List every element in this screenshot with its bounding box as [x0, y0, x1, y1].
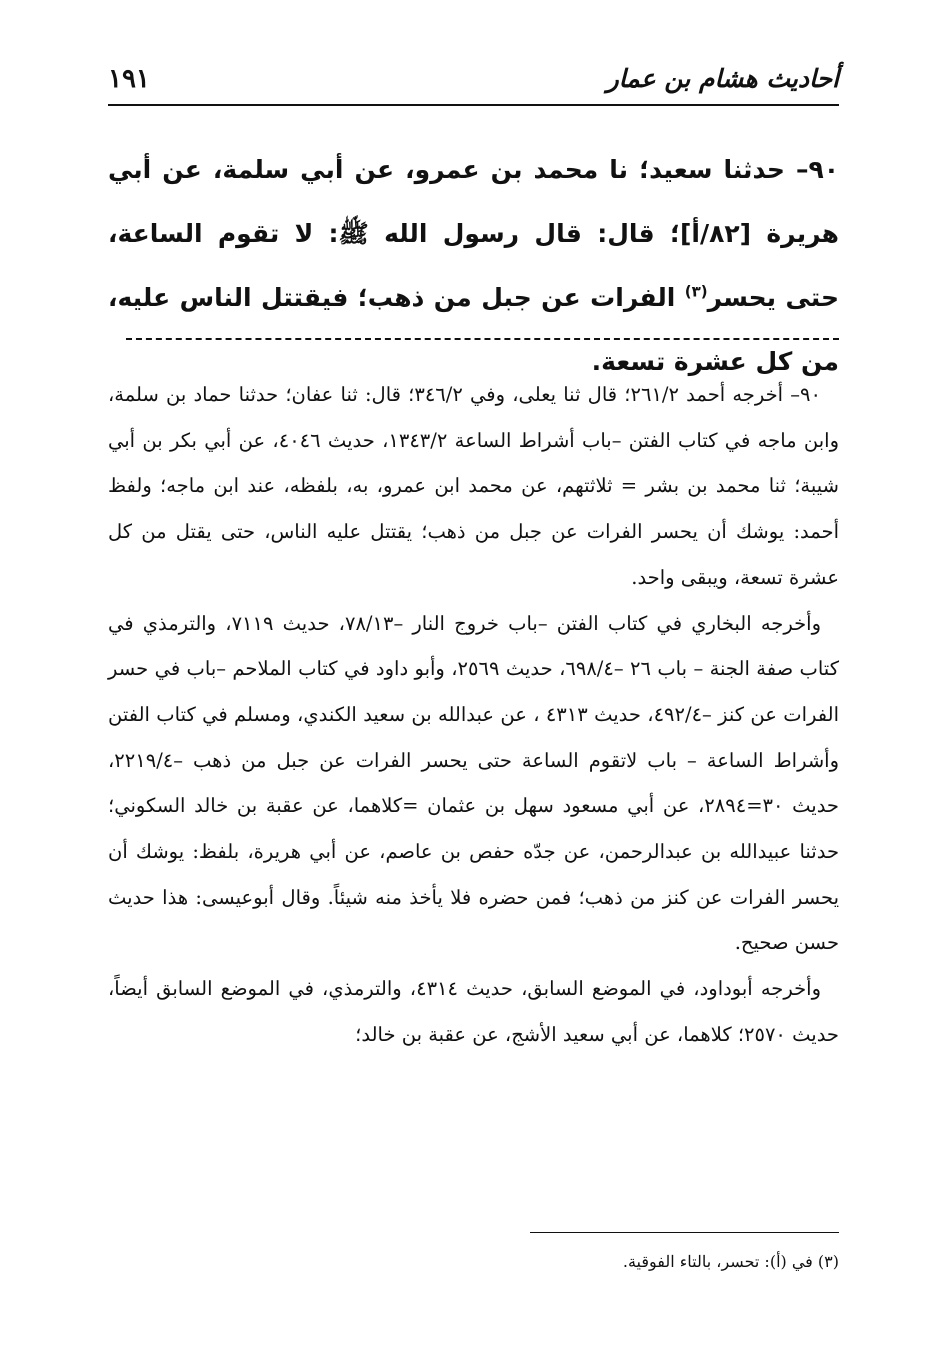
page-number: ١٩١ — [108, 64, 150, 94]
header-rule — [108, 104, 839, 106]
hadith-text-part-2: الفرات عن جبل من ذهب؛ فيقتتل الناس عليه، من كل عشرة تسعة. — [108, 283, 839, 376]
page-header — [108, 56, 839, 104]
footnote-rule — [530, 1232, 839, 1233]
note-paragraph: وأخرجه أبوداود، في الموضع السابق، حديث ٤٣١٤، والترمذي، في الموضع السابق أيضاً، حديث ٢٥٧٠؛ كلاهما، عن أبي سعيد الأشج، عن عقبة بن خالد؛ — [108, 977, 839, 1046]
note-paragraph: ٩٠– أخرجه أحمد ٢٦١/٢؛ قال ثنا يعلى، وفي ٣٤٦/٢؛ قال: ثنا عفان؛ حدثنا حماد بن سلمة، وابن ماجه في كتاب الفتن –باب أشراط الساعة ١٣٤٣/٢، حديث ٤٠٤٦، عن أبي بكر بن أبي شيبة؛ ثنا محمد بن بشر = ثلاثتهم، عن محمد ابن عمرو، به، بلفظه، عند ابن ماجه؛ ولفظ أحمد: يوشك أن يحسر الفرات عن جبل من ذهب؛ يقتتل عليه الناس، حتى يقتل من كل عشرة تسعة، ويبقى واحد. — [108, 383, 839, 589]
hadith-text-part-1: حدثنا سعيد؛ نا محمد بن عمرو، عن أبي سلمة، عن أبي هريرة [٨٢/أ]؛ قال: قال رسول الله ﷺ: لا تقوم الساعة، حتى يحسر — [108, 155, 839, 312]
note-paragraph: وأخرجه البخاري في كتاب الفتن –باب خروج النار –٧٨/١٣، حديث ٧١١٩، والترمذي في كتاب صفة الجنة – باب ٢٦ –٦٩٨/٤، حديث ٢٥٦٩، وأبو داود في كتاب الملاحم –باب في حسر الفرات عن كنز –٤٩٢/٤، حديث ٤٣١٣ ، عن عبدالله بن سعيد الكندي، ومسلم في كتاب الفتن وأشراط الساعة – باب لاتقوم الساعة حتى يحسر الفرات عن جبل من ذهب –٢٢١٩/٤، حديث ٣٠=٢٨٩٤، عن أبي مسعود سهل بن عثمان =كلاهما، عن عقبة بن خالد السكوني؛ حدثنا عبيدالله بن عبدالرحمن، عن جدّه حفص بن عاصم، عن أبي هريرة، بلفظ: يوشك أن يحسر الفرات عن كنز من ذهب؛ فمن حضره فلا يأخذ منه شيئاً. وقال أبوعيسى: هذا حديث حسن صحيح. — [108, 611, 839, 955]
running-title: أحاديث هشام بن عمار — [606, 64, 839, 93]
hadith-text — [108, 138, 839, 394]
takhrij-notes — [108, 372, 839, 1058]
footnote-reference: (٣) — [684, 282, 708, 301]
hadith-number: ٩٠– — [795, 155, 839, 184]
footnote: (٣) في (أ): تحسر، بالتاء الفوقية. — [622, 1252, 839, 1271]
dashed-separator — [126, 338, 839, 340]
